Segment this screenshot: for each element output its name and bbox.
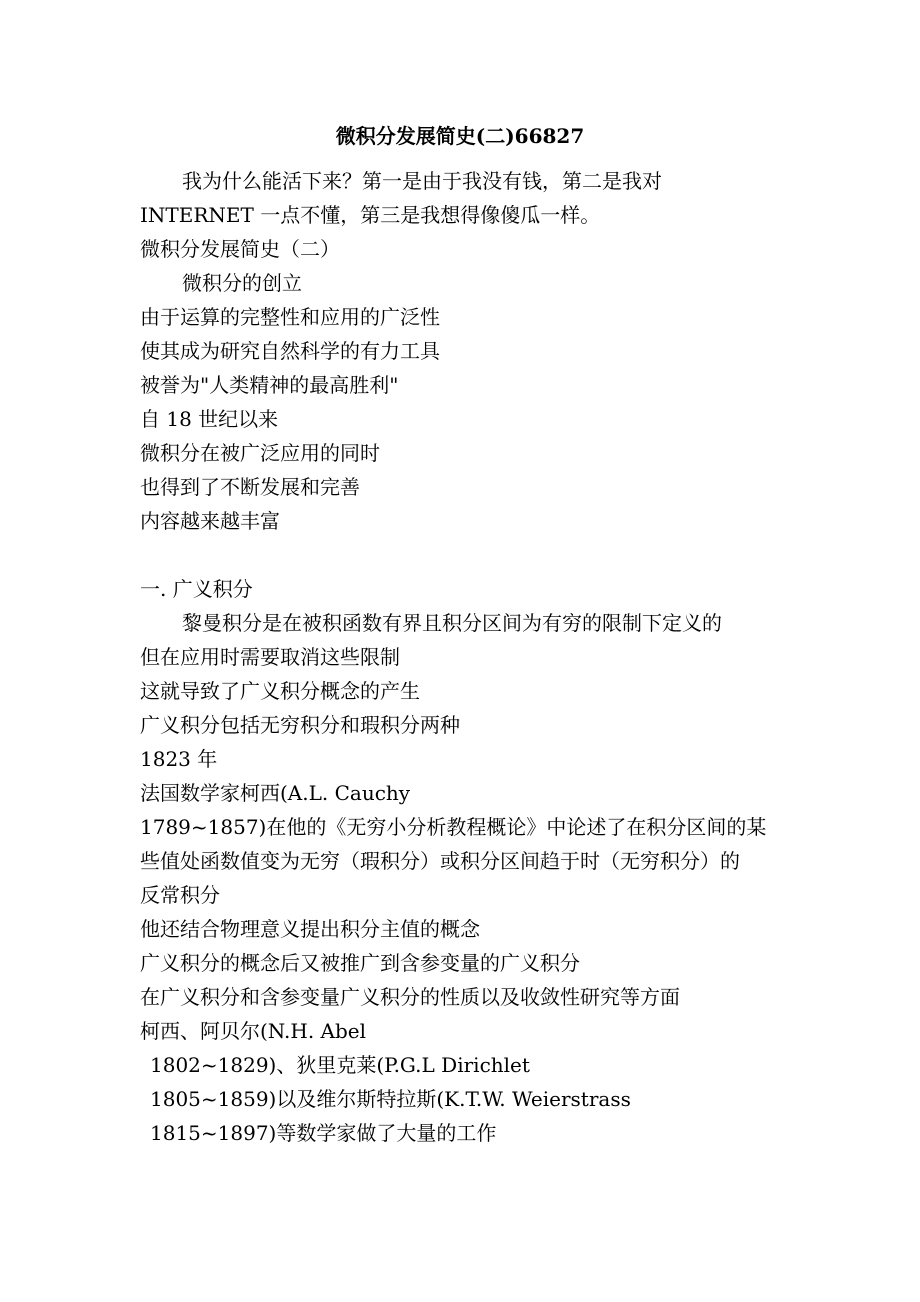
paragraph-line: 内容越来越丰富 bbox=[140, 509, 280, 533]
paragraph-line: 使其成为研究自然科学的有力工具 bbox=[140, 339, 440, 363]
blank-line bbox=[140, 538, 800, 572]
paragraph-line: 他还结合物理意义提出积分主值的概念 bbox=[140, 917, 480, 941]
paragraph-line: 1815~1897)等数学家做了大量的工作 bbox=[150, 1121, 497, 1145]
paragraph-line: 由于运算的完整性和应用的广泛性 bbox=[140, 305, 440, 329]
section-heading: 微积分发展简史（二） bbox=[140, 237, 340, 261]
paragraph-line: 被誉为"人类精神的最高胜利" bbox=[140, 373, 399, 397]
paragraph-line: 但在应用时需要取消这些限制 bbox=[140, 645, 400, 669]
paragraph-line: 黎曼积分是在被积函数有界且积分区间为有穷的限制下定义的 bbox=[182, 611, 722, 635]
paragraph-line: 1823 年 bbox=[140, 747, 218, 771]
paragraph-line: 法国数学家柯西(A.L. Cauchy bbox=[140, 781, 411, 805]
paragraph-line: 广义积分的概念后又被推广到含参变量的广义积分 bbox=[140, 951, 580, 975]
paragraph-line: INTERNET 一点不懂，第三是我想得像傻瓜一样。 bbox=[140, 203, 601, 227]
paragraph-line: 1789~1857)在他的《无穷小分析教程概论》中论述了在积分区间的某 bbox=[140, 815, 767, 839]
paragraph-line: 广义积分包括无穷积分和瑕积分两种 bbox=[140, 713, 460, 737]
paragraph-line: 自 18 世纪以来 bbox=[140, 407, 279, 431]
paragraph-line: 也得到了不断发展和完善 bbox=[140, 475, 360, 499]
paragraph-line: 我为什么能活下来？第一是由于我没有钱，第二是我对 bbox=[182, 169, 662, 193]
paragraph-line: 些值处函数值变为无穷（瑕积分）或积分区间趋于时（无穷积分）的 bbox=[140, 849, 740, 873]
document-body bbox=[140, 164, 800, 1150]
document-title: 微积分发展简史(二)66827 bbox=[335, 124, 585, 148]
subsection-heading: 微积分的创立 bbox=[182, 271, 302, 295]
paragraph-line: 反常积分 bbox=[140, 883, 220, 907]
paragraph-line: 柯西、阿贝尔(N.H. Abel bbox=[140, 1019, 367, 1043]
paragraph-line: 这就导致了广义积分概念的产生 bbox=[140, 679, 420, 703]
paragraph-line: 微积分在被广泛应用的同时 bbox=[140, 441, 380, 465]
section-heading: 一. 广义积分 bbox=[140, 577, 253, 601]
paragraph-line: 1805~1859)以及维尔斯特拉斯(K.T.W. Weierstrass bbox=[150, 1087, 631, 1111]
paragraph-line: 在广义积分和含参变量广义积分的性质以及收敛性研究等方面 bbox=[140, 985, 680, 1009]
paragraph-line: 1802~1829)、狄里克莱(P.G.L Dirichlet bbox=[150, 1053, 530, 1077]
